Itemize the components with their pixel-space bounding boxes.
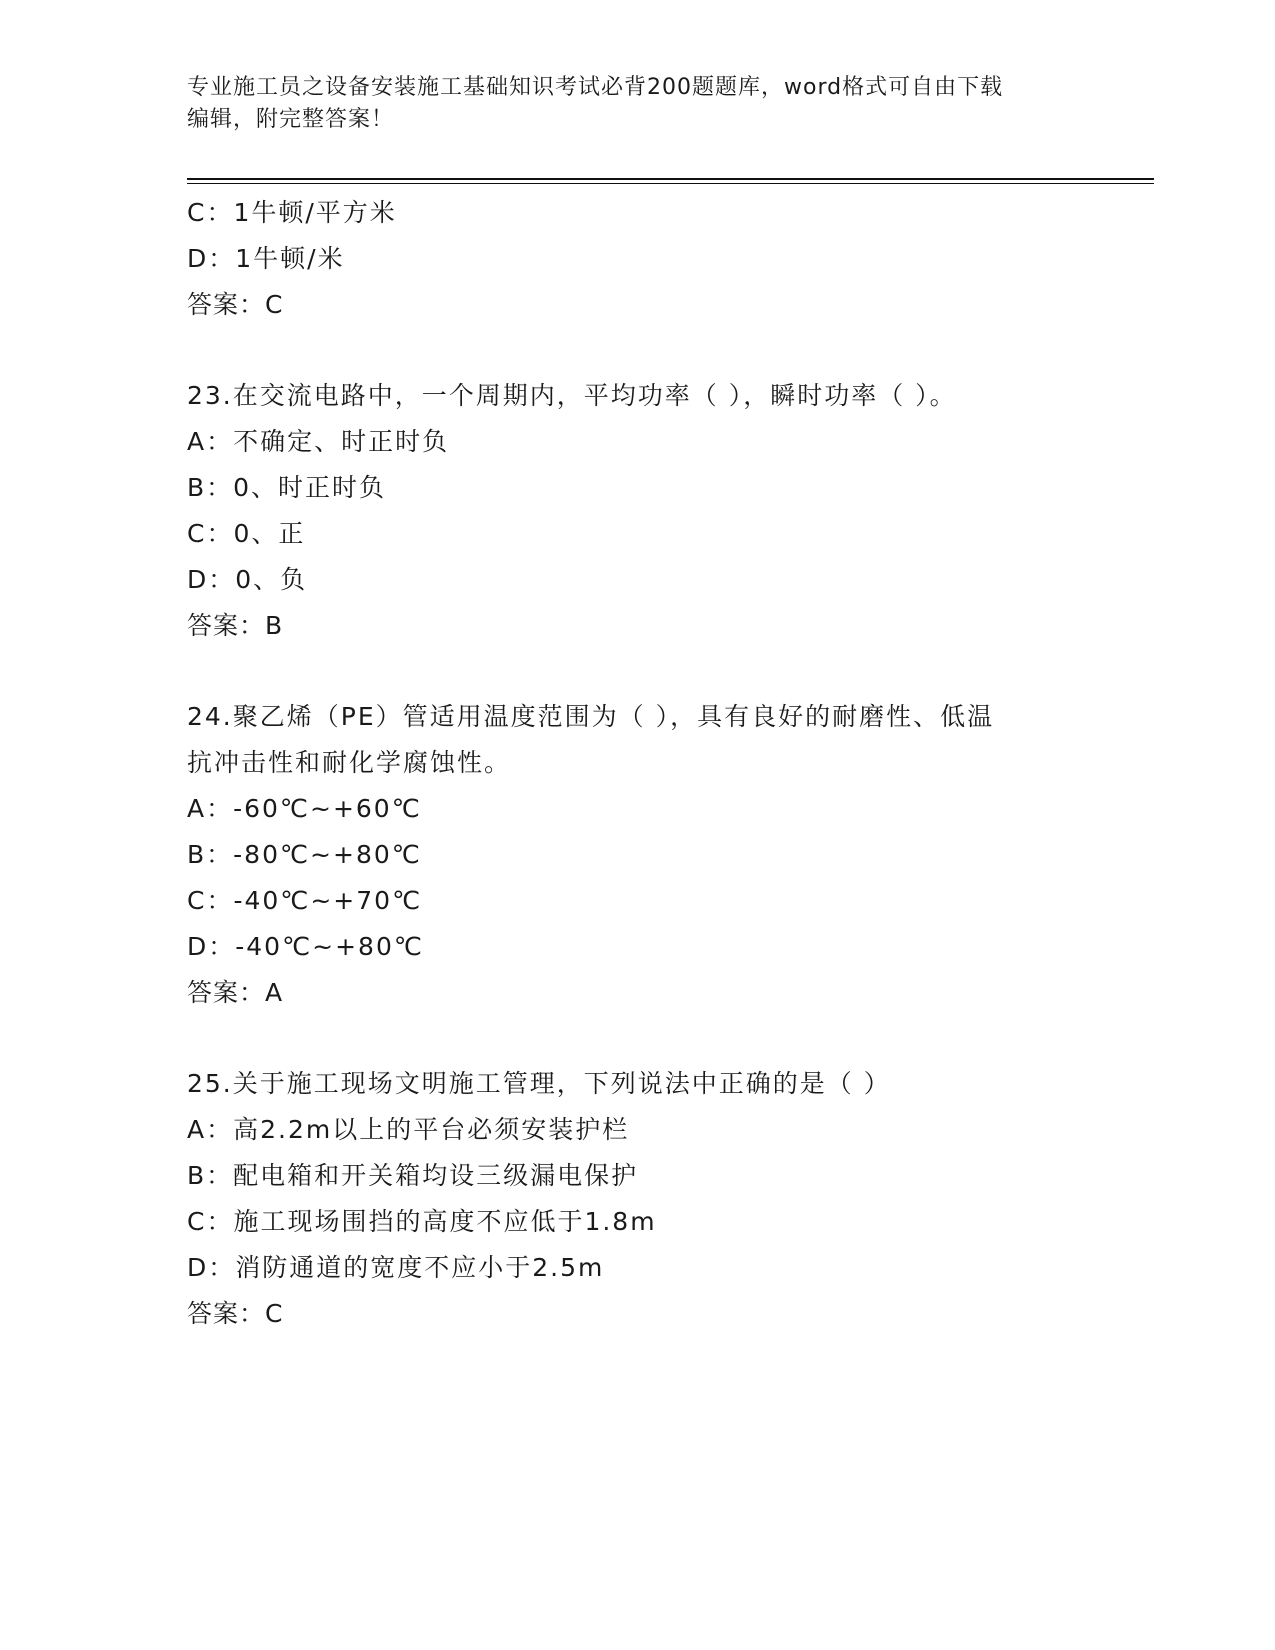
- spacer: [187, 649, 1087, 694]
- option-c: C：施工现场围挡的高度不应低于1.8m: [187, 1207, 657, 1236]
- answer: 答案：C: [187, 1299, 284, 1328]
- question-stem-line-2: 抗冲击性和耐化学腐蚀性。: [187, 748, 512, 777]
- option-b: B：0、时正时负: [187, 473, 387, 502]
- option-a: A：高2.2m以上的平台必须安装护栏: [187, 1115, 630, 1144]
- spacer: [187, 1016, 1087, 1061]
- answer: 答案：B: [187, 611, 284, 640]
- answer: 答案：A: [187, 978, 284, 1007]
- question-25: [187, 1061, 1087, 1337]
- option-d: D：消防通道的宽度不应小于2.5m: [187, 1253, 605, 1282]
- page-header: [187, 72, 1067, 136]
- header-divider-thin: [187, 183, 1154, 184]
- spacer: [187, 328, 1087, 373]
- question-stem: 25.关于施工现场文明施工管理，下列说法中正确的是（ ）: [187, 1069, 891, 1098]
- header-title-line-1: 专业施工员之设备安装施工基础知识考试必背200题题库，word格式可自由下载: [187, 75, 1004, 100]
- option-b: B：-80℃~+80℃: [187, 840, 422, 869]
- question-content: [187, 190, 1087, 1337]
- prev-option-c: C：1牛顿/平方米: [187, 198, 397, 227]
- question-stem: 23.在交流电路中，一个周期内，平均功率（ ），瞬时功率（ ）。: [187, 381, 957, 410]
- question-23: [187, 373, 1087, 649]
- option-a: A：-60℃~+60℃: [187, 794, 422, 823]
- question-stem-line-1: 24.聚乙烯（PE）管适用温度范围为（ ），具有良好的耐磨性、低温: [187, 702, 995, 731]
- header-divider-thick: [187, 178, 1154, 180]
- option-d: D：-40℃~+80℃: [187, 932, 424, 961]
- option-c: C：0、正: [187, 519, 306, 548]
- prev-option-d: D：1牛顿/米: [187, 244, 345, 273]
- header-title-line-2: 编辑，附完整答案！: [187, 107, 395, 132]
- prev-answer: 答案：C: [187, 290, 284, 319]
- option-d: D：0、负: [187, 565, 308, 594]
- question-24: [187, 694, 1087, 1016]
- option-b: B：配电箱和开关箱均设三级漏电保护: [187, 1161, 639, 1190]
- option-a: A：不确定、时正时负: [187, 427, 450, 456]
- option-c: C：-40℃~+70℃: [187, 886, 423, 915]
